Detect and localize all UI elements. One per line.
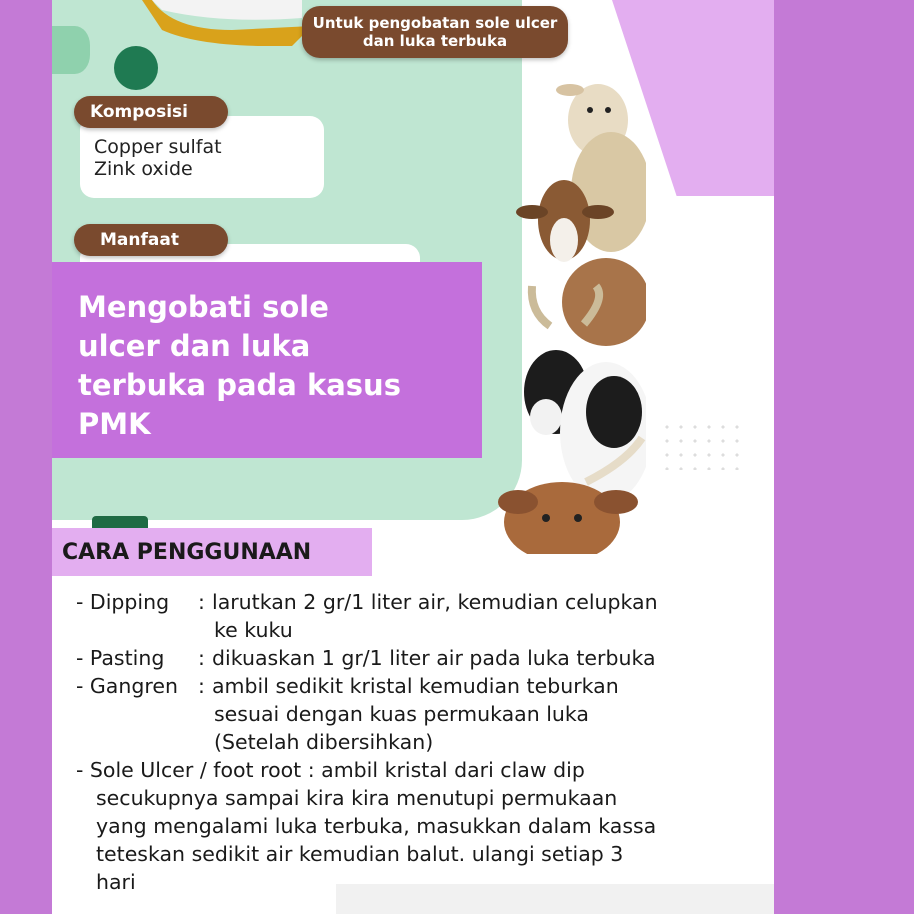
usage-pasting [76, 644, 658, 672]
green-dot [114, 46, 158, 90]
tagline-line-1: Untuk pengobatan sole ulcer [312, 14, 558, 32]
colon: : [198, 646, 205, 670]
composition-item: Zink oxide [94, 158, 193, 180]
gangren-text-cont: (Setelah dibersihkan) [214, 730, 434, 754]
colon: : [198, 674, 205, 698]
composition-label: Komposisi [90, 102, 189, 122]
usage-instructions [76, 588, 658, 896]
composition-list [94, 136, 222, 180]
hoof-icon [52, 26, 90, 74]
benefit-line: ulcer dan luka [78, 329, 311, 363]
footer-bar [336, 884, 774, 914]
usage-dipping [76, 588, 658, 616]
tagline-line-2: dan luka terbuka [362, 32, 508, 50]
pasting-text: dikuaskan 1 gr/1 liter air pada luka terbuka [212, 646, 656, 670]
tagline-pill [302, 6, 568, 58]
pasting-label: - Pasting [76, 646, 165, 670]
sole-ulcer-text-cont: hari [96, 870, 136, 894]
dipping-text-cont: ke kuku [214, 618, 293, 642]
livestock-illustration [466, 72, 646, 554]
dipping-label: - Dipping [76, 590, 170, 614]
benefit-text [78, 288, 438, 444]
dipping-text: larutkan 2 gr/1 liter air, kemudian celupkan [212, 590, 658, 614]
sole-ulcer-text-cont: yang mengalami luka terbuka, masukkan dalam kassa [96, 814, 657, 838]
gangren-text-cont: sesuai dengan kuas permukaan luka [214, 702, 589, 726]
benefit-label: Manfaat [100, 230, 179, 250]
gold-ribbon [142, 0, 312, 46]
colon: : [198, 590, 205, 614]
composition-item: Copper sulfat [94, 136, 222, 158]
sole-ulcer-text-cont: teteskan sedikit air kemudian balut. ulangi setiap 3 [96, 842, 624, 866]
gangren-text: ambil sedikit kristal kemudian teburkan [212, 674, 619, 698]
usage-gangren [76, 672, 658, 700]
benefit-line: terbuka pada kasus [78, 368, 401, 402]
usage-title-text: CARA PENGGUNAAN [62, 539, 312, 565]
poster [52, 0, 774, 914]
benefit-label-pill [74, 224, 228, 256]
sole-ulcer-text-cont: secukupnya sampai kira kira menutupi permukaan [96, 786, 618, 810]
usage-title [52, 528, 372, 576]
sole-ulcer-text: - Sole Ulcer / foot root : ambil kristal dari claw dip [76, 758, 585, 782]
dot-pattern [660, 420, 742, 470]
composition-label-pill [74, 96, 228, 128]
gangren-label: - Gangren [76, 674, 178, 698]
benefit-line: PMK [78, 407, 151, 441]
benefit-line: Mengobati sole [78, 290, 329, 324]
